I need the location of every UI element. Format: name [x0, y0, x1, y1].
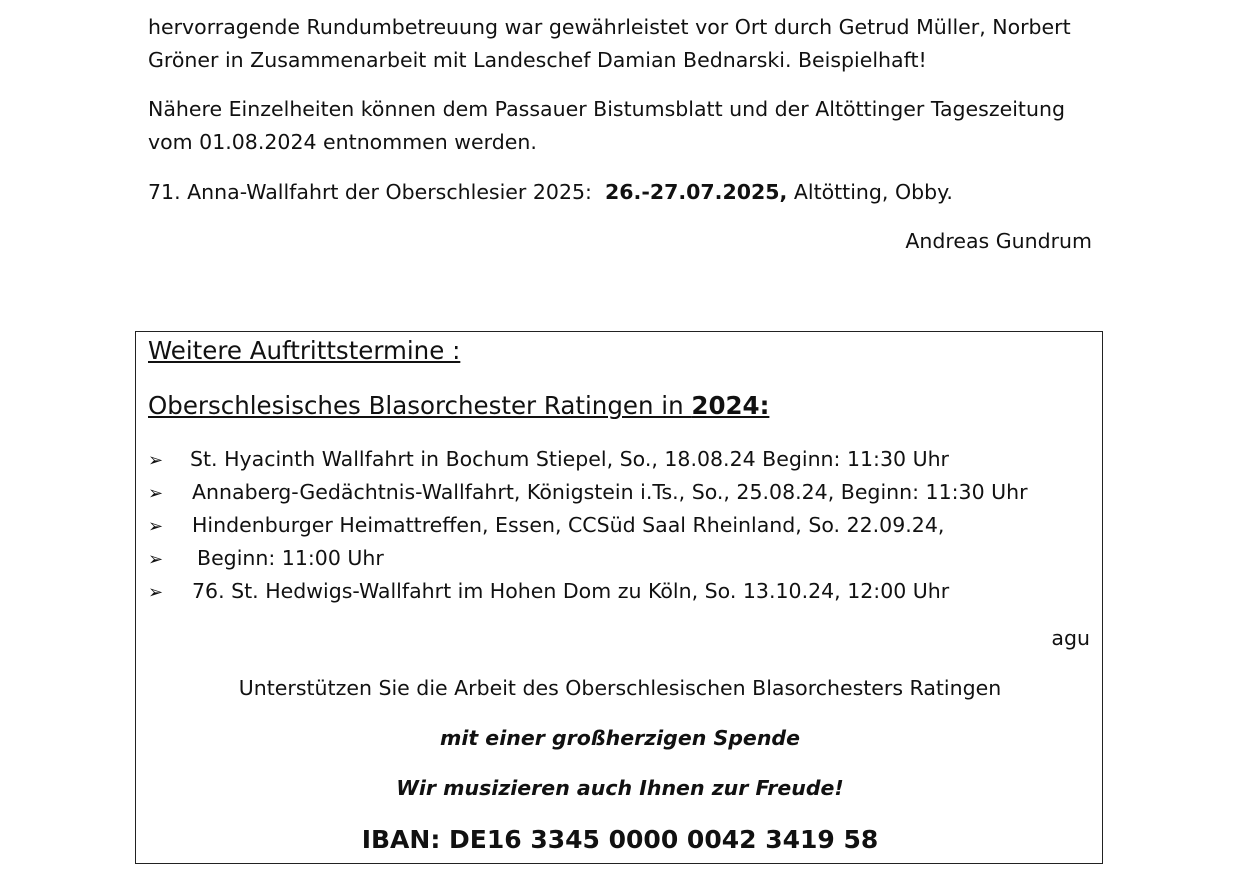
event-item [148, 477, 1028, 507]
arrow-bullet-icon: ➢ [148, 549, 164, 570]
next-pilgrimage-line [148, 176, 1092, 209]
intro-line-1: hervorragende Rundumbetreuung war gewährleistet vor Ort durch Getrud Müller, Norbert [148, 15, 1071, 39]
donation-text: mit einer großherzigen Spende [439, 726, 800, 750]
event-text: Annaberg-Gedächtnis-Wallfahrt, Königstein i.Ts., So., 25.08.24, Beginn: 11:30 Uhr [192, 480, 1028, 504]
next-pilgrimage-suffix: Altötting, Obby. [793, 180, 953, 204]
arrow-bullet-icon: ➢ [148, 450, 164, 471]
box-heading: Weitere Auftrittstermine : [148, 336, 461, 365]
box-subheading [148, 391, 769, 420]
arrow-bullet-icon: ➢ [148, 483, 164, 504]
box-subheading-year: 2024: [691, 391, 770, 420]
event-text: Hindenburger Heimattreffen, Essen, CCSüd Saal Rheinland, So. 22.09.24, [192, 513, 945, 537]
event-text: 76. St. Hedwigs-Wallfahrt im Hohen Dom zu Köln, So. 13.10.24, 12:00 Uhr [192, 579, 950, 603]
arrow-bullet-icon: ➢ [148, 516, 164, 537]
details-paragraph [148, 93, 1092, 159]
event-item [148, 543, 384, 573]
event-text: Beginn: 11:00 Uhr [197, 546, 384, 570]
author-name: Andreas Gundrum [905, 229, 1092, 253]
arrow-bullet-icon: ➢ [148, 582, 164, 603]
intro-paragraph [148, 11, 1092, 77]
event-item [148, 510, 944, 540]
event-item [148, 444, 949, 474]
box-subheading-text: Oberschlesisches Blasorchester Ratingen in [148, 391, 692, 420]
details-line-1: Nähere Einzelheiten können dem Passauer Bistumsblatt und der Altöttinger Tageszeitung [148, 97, 1065, 121]
box-signature: agu [1051, 626, 1090, 650]
event-item [148, 576, 949, 606]
next-pilgrimage-dates: 26.-27.07.2025, [605, 180, 788, 204]
iban-text: IBAN: DE16 3345 0000 0042 3419 58 [361, 825, 879, 854]
support-text: Unterstützen Sie die Arbeit des Oberschlesischen Blasorchesters Ratingen [238, 676, 1002, 700]
appointments-box [135, 331, 1103, 864]
next-pilgrimage-prefix: 71. Anna-Wallfahrt der Oberschlesier 2025: [148, 180, 592, 204]
intro-line-2: Gröner in Zusammenarbeit mit Landeschef Damian Bednarski. Beispielhaft! [148, 48, 927, 72]
event-text: St. Hyacinth Wallfahrt in Bochum Stiepel, So., 18.08.24 Beginn: 11:30 Uhr [190, 447, 949, 471]
slogan-text: Wir musizieren auch Ihnen zur Freude! [396, 776, 844, 800]
details-line-2: vom 01.08.2024 entnommen werden. [148, 130, 537, 154]
author-signature [148, 225, 1092, 258]
